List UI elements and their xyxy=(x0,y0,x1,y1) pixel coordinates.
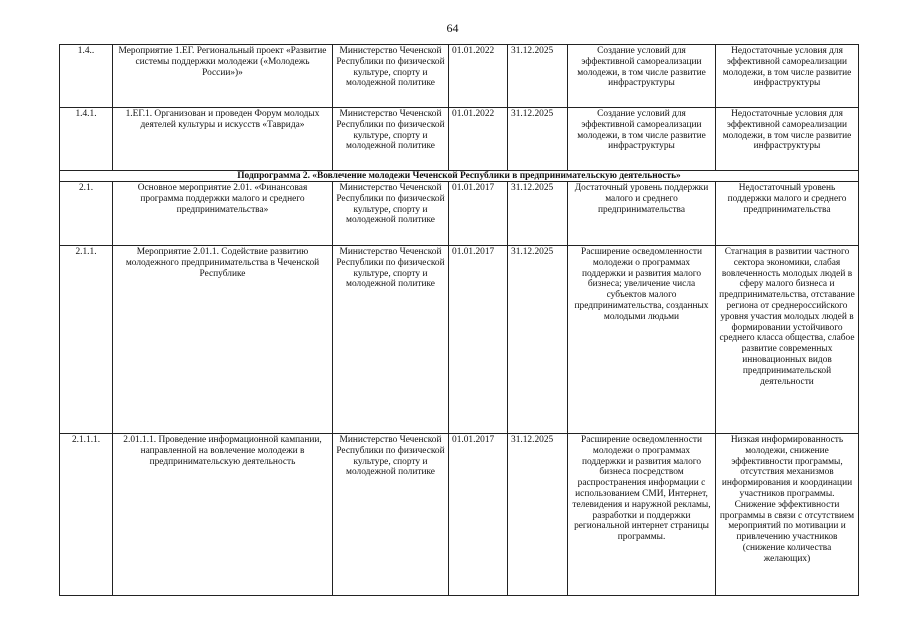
responsible-executor: Министерство Чеченской Республики по физической культуре, спорту и молодежной политике xyxy=(333,182,449,246)
subprogram-header-row xyxy=(60,171,859,182)
row-number: 2.1.1.1. xyxy=(60,434,113,596)
page-number: 64 xyxy=(446,21,459,35)
non-implementation-consequences: Недостаточный уровень поддержки малого и среднего предпринимательства xyxy=(716,182,859,246)
non-implementation-consequences: Недостаточные условия для эффективной самореализации молодежи, в том числе развитие инфраструктуры xyxy=(716,45,859,108)
table-row xyxy=(60,182,859,246)
row-number: 2.1.1. xyxy=(60,246,113,434)
row-number: 1.4.1. xyxy=(60,108,113,171)
expected-result: Расширение осведомленности молодежи о программах поддержки и развития малого бизнеса посредством распространения информации с использованием СМИ, Интернет, телевидения и наружной рекламы, разработки и поддержки региональной интернет страницы программы. xyxy=(568,434,716,596)
measure-name: Основное мероприятие 2.01. «Финансовая программа поддержки малого и среднего предпринимательства» xyxy=(113,182,333,246)
table-row xyxy=(60,246,859,434)
non-implementation-consequences: Недостаточные условия для эффективной самореализации молодежи, в том числе развитие инфраструктуры xyxy=(716,108,859,171)
expected-result: Создание условий для эффективной самореализации молодежи, в том числе развитие инфраструктуры xyxy=(568,45,716,108)
responsible-executor: Министерство Чеченской Республики по физической культуре, спорту и молодежной политике xyxy=(333,434,449,596)
start-date: 01.01.2022 xyxy=(449,108,508,171)
measure-name: 2.01.1.1. Проведение информационной кампании, направленной на вовлечение молодежи в предпринимательскую деятельность xyxy=(113,434,333,596)
row-number: 1.4.. xyxy=(60,45,113,108)
expected-result: Создание условий для эффективной самореализации молодежи, в том числе развитие инфраструктуры xyxy=(568,108,716,171)
expected-result: Достаточный уровень поддержки малого и среднего предпринимательства xyxy=(568,182,716,246)
start-date: 01.01.2017 xyxy=(449,434,508,596)
start-date: 01.01.2017 xyxy=(449,246,508,434)
non-implementation-consequences: Низкая информированность молодежи, снижение эффективности программы, отсутствия механизмов информирования и координации участников программы. Снижение эффективности программы в связи с отсутствием мероприятий по мотивации и привлечению участников (снижение количества желающих) xyxy=(716,434,859,596)
expected-result: Расширение осведомленности молодежи о программах поддержки и развития малого бизнеса; увеличение числа субъектов малого предпринимательства, созданных молодыми людьми xyxy=(568,246,716,434)
end-date: 31.12.2025 xyxy=(508,182,568,246)
responsible-executor: Министерство Чеченской Республики по физической культуре, спорту и молодежной политике xyxy=(333,246,449,434)
end-date: 31.12.2025 xyxy=(508,108,568,171)
responsible-executor: Министерство Чеченской Республики по физической культуре, спорту и молодежной политике xyxy=(333,108,449,171)
measure-name: Мероприятие 2.01.1. Содействие развитию молодежного предпринимательства в Чеченской Республике xyxy=(113,246,333,434)
measure-name: 1.ЕГ.1. Организован и проведен Форум молодых деятелей культуры и искусств «Таврида» xyxy=(113,108,333,171)
responsible-executor: Министерство Чеченской Республики по физической культуре, спорту и молодежной политике xyxy=(333,45,449,108)
table-row xyxy=(60,108,859,171)
end-date: 31.12.2025 xyxy=(508,246,568,434)
table-row xyxy=(60,45,859,108)
end-date: 31.12.2025 xyxy=(508,434,568,596)
subprogram-title: Подпрограмма 2. «Вовлечение молодежи Чеченской Республики в предпринимательскую деятельность» xyxy=(60,171,859,182)
start-date: 01.01.2017 xyxy=(449,182,508,246)
non-implementation-consequences: Стагнация в развитии частного сектора экономики, слабая вовлеченность молодых людей в сферу малого бизнеса и предпринимательства, отставание региона от среднероссийского уровня участия молодых людей в формировании устойчивого среднего класса общества, слабое развитие современных инновационных видов предпринимательской деятельности xyxy=(716,246,859,434)
row-number: 2.1. xyxy=(60,182,113,246)
end-date: 31.12.2025 xyxy=(508,45,568,108)
start-date: 01.01.2022 xyxy=(449,45,508,108)
measure-name: Мероприятие 1.ЕГ. Региональный проект «Развитие системы поддержки молодежи («Молодежь России»)» xyxy=(113,45,333,108)
table-row xyxy=(60,434,859,596)
measures-table xyxy=(59,44,859,596)
